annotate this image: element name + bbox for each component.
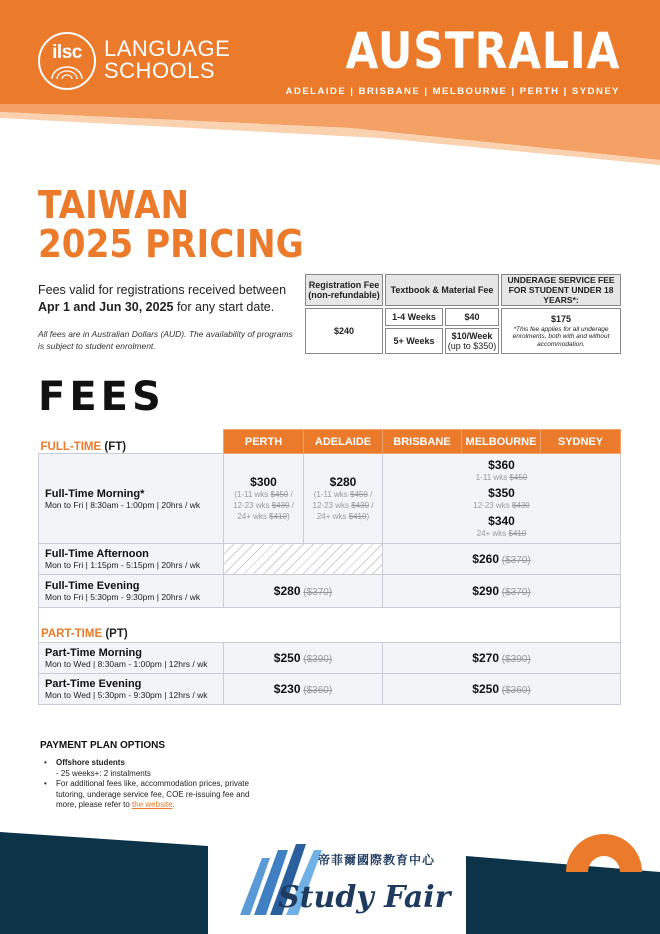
- tier-line: [383, 472, 620, 483]
- fulltime-section-label: [39, 430, 224, 454]
- fulltime-abbr: (FT): [101, 441, 127, 453]
- pricing-title-line1: TAIWAN: [38, 183, 190, 227]
- tier-line: [224, 489, 303, 500]
- parttime-spacer: [224, 608, 621, 643]
- currency-note: All fees are in Australian Dollars (AUD). The availability of programs is subject to student enrolment.: [38, 329, 293, 351]
- program-schedule: Mon to Fri | 1:15pm - 5:15pm | 20hrs / wk: [45, 560, 201, 570]
- price-value: $280: [329, 475, 357, 489]
- tier-text: 12-23 wks: [312, 501, 352, 510]
- underage-fee-value: $175: [550, 313, 572, 324]
- ilsc-logo: [38, 32, 96, 90]
- textbook-row2-cell: [445, 328, 499, 354]
- list-item: [44, 779, 264, 811]
- price-value: $230: [273, 682, 301, 696]
- program-name: Full-Time Afternoon: [45, 548, 149, 560]
- tier-text: (1-11 wks: [313, 490, 351, 499]
- tier-line: [304, 511, 382, 522]
- tier-old-price: $450: [270, 490, 289, 499]
- list-item-sub: - 25 weeks+: 2 instalments: [56, 768, 151, 778]
- price-value: $250: [273, 651, 301, 665]
- tier-text: 12-23 wks: [233, 501, 272, 510]
- list-item-title: Offshore students: [56, 758, 125, 767]
- list-item-end: .: [172, 800, 175, 809]
- study-fair-chinese: 帝菲爾國際教育中心: [318, 853, 436, 867]
- pricing-title-line2: 2025 PRICING: [38, 222, 304, 266]
- program-pt-morning: [39, 643, 224, 674]
- price-perth-ft-morning: [224, 454, 304, 544]
- price-value: $270: [472, 651, 499, 665]
- header-banner: [0, 0, 660, 165]
- tier-end: /: [288, 490, 293, 499]
- sunrise-icon: [48, 66, 86, 80]
- logo-text: [104, 38, 230, 82]
- list-item-text: For additional fees like, accommodation prices, private tutoring, underage service fee, COE re-issuing fee and more, please refer to: [56, 779, 250, 809]
- textbook-row2-cap: (up to $350): [447, 341, 497, 351]
- underage-fee-header: UNDERAGE SERVICE FEE FOR STUDENT UNDER 18 YEARS*:: [501, 274, 621, 306]
- tier-end: /: [369, 501, 374, 510]
- logo-mark: ilsc: [52, 42, 82, 63]
- tier-end: /: [367, 490, 373, 499]
- price-east-pt-morning: [383, 643, 621, 674]
- price-value: $360: [488, 458, 515, 472]
- fees-heading: FEES: [38, 374, 165, 420]
- old-price: ($370): [501, 555, 531, 566]
- logo-line-1: LANGUAGE: [104, 36, 231, 61]
- old-price: ($370): [303, 587, 333, 598]
- tier-old-price: $410: [269, 512, 287, 521]
- program-name: Part-Time Morning: [45, 647, 142, 659]
- registration-fee-header: Registration Fee (non-refundable): [305, 274, 383, 306]
- tier-line: [224, 500, 303, 511]
- tier-text: 24+ wks: [476, 529, 509, 538]
- tier-text: 24+ wks: [237, 512, 270, 521]
- validity-lead: Fees valid for registrations received between: [38, 283, 287, 297]
- price-value: $340: [488, 514, 515, 528]
- price-value: $260: [472, 552, 499, 566]
- city-header-perth: PERTH: [224, 430, 304, 454]
- underage-fee-note: *This fee applies for all underage enrolments, both with and without accommodation.: [512, 325, 610, 348]
- program-ft-evening: [39, 575, 224, 608]
- old-price: ($390): [303, 654, 333, 665]
- tier-old-price: $430: [511, 501, 530, 510]
- tier-old-price: $450: [350, 490, 368, 499]
- tier-text: 1-11 wks: [475, 473, 510, 482]
- fee-summary-table: [303, 272, 623, 356]
- program-name: Part-Time Evening: [45, 678, 142, 690]
- tier-end: /: [289, 501, 294, 510]
- program-schedule: Mon to Fri | 5:30pm - 9:30pm | 20hrs / wk: [45, 592, 201, 602]
- price-value: $280: [273, 584, 301, 598]
- tier-line: [383, 528, 620, 539]
- fees-table: [38, 429, 621, 705]
- price-value: $350: [488, 486, 515, 500]
- program-ft-morning: [39, 454, 224, 544]
- city-list: ADELAIDE | BRISBANE | MELBOURNE | PERTH | SYDNEY: [285, 86, 620, 97]
- old-price: ($360): [303, 685, 333, 696]
- list-item-body: [56, 758, 151, 779]
- list-item-body: [56, 779, 264, 811]
- price-east-pt-evening: [383, 674, 621, 705]
- price-east-ft-evening: [383, 575, 621, 608]
- study-fair-logo-text: Study Fair: [278, 880, 451, 915]
- city-header-brisbane: BRISBANE: [383, 430, 462, 454]
- fulltime-label: FULL-TIME: [40, 441, 102, 453]
- underage-fee-cell: [501, 308, 621, 354]
- price-east-ft-afternoon: [383, 544, 621, 575]
- tier-line: [224, 511, 303, 522]
- payment-plan-title: PAYMENT PLAN OPTIONS: [40, 740, 166, 751]
- bullet-icon: •: [44, 758, 47, 767]
- tier-text: 24+ wks: [316, 512, 349, 521]
- tier-old-price: $410: [348, 512, 367, 521]
- tier-end: ): [286, 512, 290, 521]
- program-ft-afternoon: [39, 544, 224, 575]
- old-price: ($360): [501, 685, 531, 696]
- list-item: [44, 758, 264, 779]
- city-header-adelaide: ADELAIDE: [304, 430, 383, 454]
- old-price: ($370): [501, 587, 531, 598]
- validity-text: [38, 282, 308, 316]
- tier-text: 12-23 wks: [473, 501, 512, 510]
- bullet-icon: •: [44, 779, 47, 788]
- registration-fee-value: $240: [305, 308, 383, 354]
- tier-old-price: $430: [351, 501, 370, 510]
- program-schedule: Mon to Wed | 5:30pm - 9:30pm | 12hrs / wk: [45, 690, 208, 700]
- tier-old-price: $430: [271, 501, 290, 510]
- unavailable-cell: [224, 544, 383, 575]
- tier-line: [304, 489, 382, 500]
- textbook-fee-header: Textbook & Material Fee: [385, 274, 499, 306]
- tier-old-price: $410: [508, 529, 527, 538]
- payment-plan-list: [44, 758, 264, 811]
- textbook-row2-label: 5+ Weeks: [385, 328, 443, 354]
- city-header-sydney: SYDNEY: [541, 430, 621, 454]
- program-name: Full-Time Evening: [45, 580, 140, 592]
- parttime-abbr: (PT): [102, 628, 128, 640]
- tier-old-price: $450: [509, 473, 528, 482]
- program-name: Full-Time Morning*: [45, 487, 145, 500]
- footer-banner: [0, 820, 660, 934]
- validity-tail: for any start date.: [173, 300, 275, 314]
- validity-dates: Apr 1 and Jun 30, 2025: [38, 300, 174, 314]
- price-west-ft-evening: [224, 575, 383, 608]
- parttime-section-label: [39, 608, 224, 643]
- footer-background: [0, 820, 660, 934]
- price-value: $250: [472, 682, 499, 696]
- price-value: $290: [472, 584, 499, 598]
- program-schedule: Mon to Fri | 8:30am - 1:00pm | 20hrs / wk: [45, 499, 201, 510]
- country-title: AUSTRALIA: [345, 22, 620, 80]
- tier-text: (1-11 wks: [234, 490, 271, 499]
- price-east-ft-morning: [383, 454, 621, 544]
- program-schedule: Mon to Wed | 8:30am - 1:00pm | 12hrs / wk: [45, 659, 208, 669]
- old-price: ($390): [501, 654, 531, 665]
- price-west-pt-evening: [224, 674, 383, 705]
- textbook-row1-label: 1-4 Weeks: [385, 308, 443, 326]
- price-value: $300: [250, 475, 277, 489]
- city-header-melbourne: MELBOURNE: [462, 430, 541, 454]
- tier-line: [383, 500, 620, 511]
- pricing-title: [38, 183, 304, 266]
- parttime-label: PART-TIME: [41, 628, 103, 640]
- price-adelaide-ft-morning: [304, 454, 383, 544]
- textbook-row2-value: $10/Week: [451, 331, 493, 341]
- program-pt-evening: [39, 674, 224, 705]
- tier-end: ): [366, 512, 370, 521]
- tier-line: [304, 500, 382, 511]
- price-west-pt-morning: [224, 643, 383, 674]
- website-link[interactable]: the website: [132, 800, 173, 809]
- logo-line-2: SCHOOLS: [104, 58, 216, 83]
- textbook-row1-value: $40: [445, 308, 499, 326]
